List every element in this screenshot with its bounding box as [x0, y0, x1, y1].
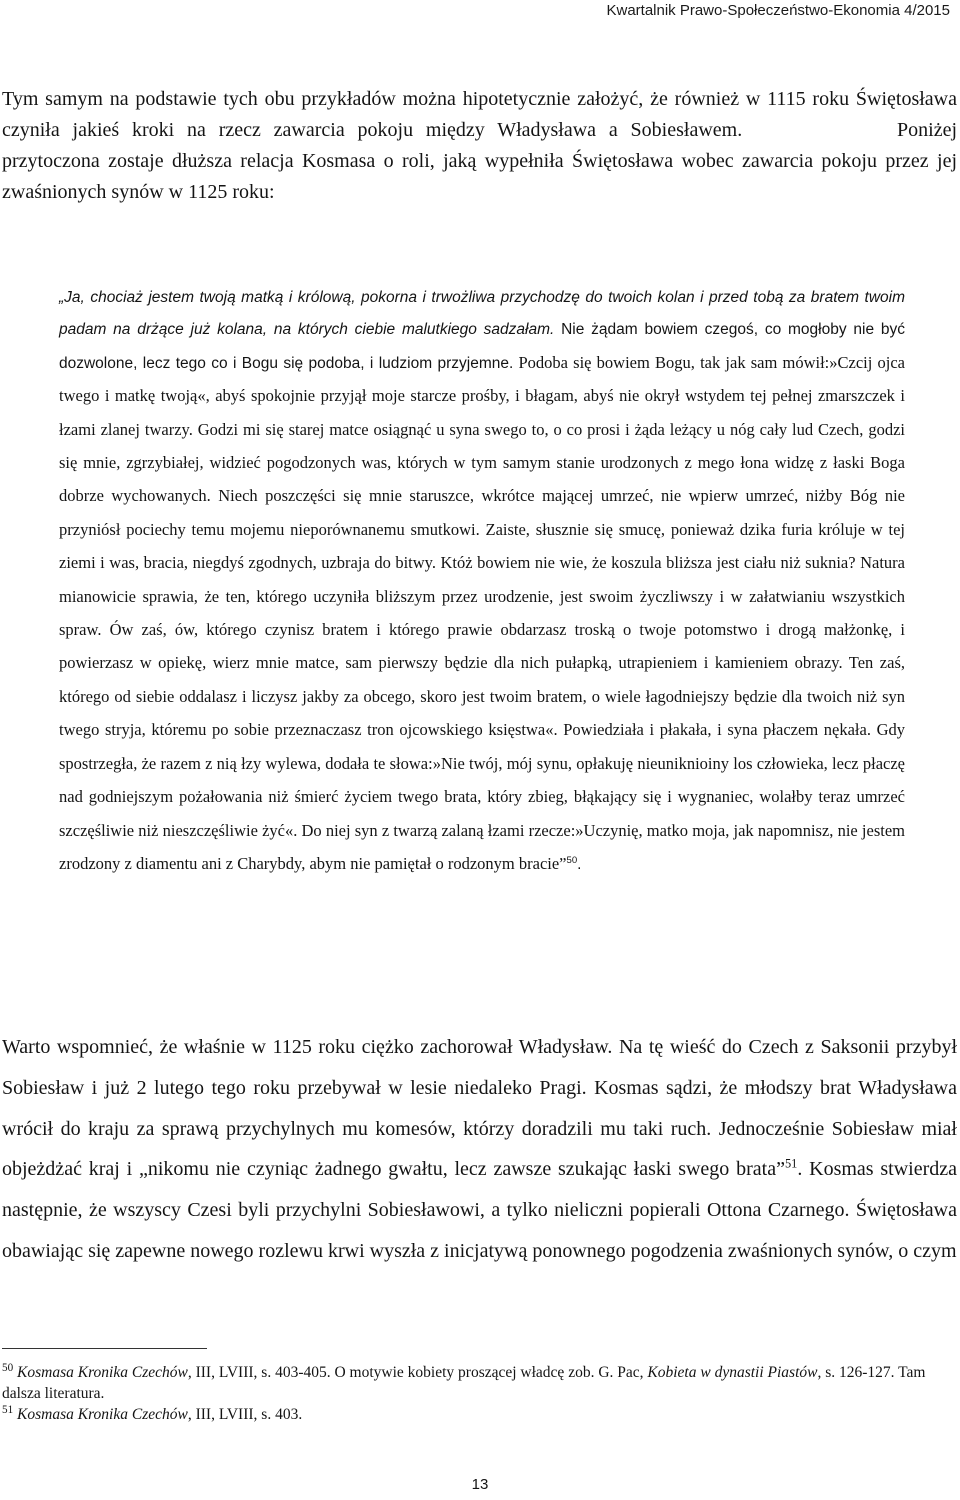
footnote-title: Kosmasa Kronika Czechów — [17, 1406, 188, 1423]
block-quote — [59, 282, 905, 881]
footnote-number: 50 — [2, 1361, 14, 1374]
footnote-ref-51[interactable]: 51 — [784, 1156, 798, 1171]
paragraph-1-text-b: Poniżej przytoczona zostaje dłuższa relacja Kosmasa o roli, jaką wypełniła Świętosława wobec zawarcia pokoju przez jej zwaśnionych synów w 1125 roku: — [2, 119, 958, 203]
footnotes — [2, 1362, 957, 1425]
footnote-separator — [2, 1348, 207, 1349]
body-paragraph-1 — [2, 84, 957, 208]
footnote-title-2: Kobieta w dynastii Piastów — [647, 1364, 818, 1381]
paragraph-2-text-b: . Kosmas stwierdza następnie, że wszyscy Czesi byli przychylni Sobiesławowi, a tylko nieliczni popierali Ottona Czarnego. Świętosława obawiając się zapewne nowego rozlewu krwi wyszła z inicjatywą ponownego pogodzenia zwaśnionych synów, o czym — [2, 1158, 958, 1262]
body-paragraph-2 — [2, 1027, 957, 1272]
footnote-50 — [2, 1362, 957, 1404]
page-number: 13 — [471, 1476, 489, 1493]
paragraph-1-text-a: Tym samym na podstawie tych obu przykładów można hipotetycznie założyć, że również w 1115 roku Świętosława czyniła jakieś kroki na rzecz zawarcia pokoju między Władysława a Sobiesławem. — [2, 88, 957, 141]
quote-part-3: Podoba się bowiem Bogu, tak jak sam mówił:»Czcij ojca twego i matkę twoją«, abyś spokojnie przyjął moje starcze prośby, i błagam, abyś nie okrył wstydem tej pełnej zmarszczek i łzami zlanej twarzy. Godzi mi się starej matce osiągnąć u syna swego to, o co prosi i żąda leżący u nóg cały lud Czech, godzi się mnie, zgrzybiałej, widzieć pogodzonych was, których w tym samym stanie urodzonych z mego łona widzę z łaski Boga dobrze wychowanych. Niech poszczęści się mnie staruszce, wkrótce mającej umrzeć, nie wpierw umrzeć, niżby Bóg nie przyniósł pociechy temu mojemu nieporównanemu smutkowi. Zaiste, słusznie się smucę, ponieważ dzika furia króluje w tej ziemi i was, bracia, niegdyś zgodnych, uzbraja do bitwy. Któż bowiem nie wie, że koszula bliższa jest ciału niż suknia? Natura mianowicie sprawia, że ten, którego uczyniła bliższym przez urodzenie, jest swoim życzliwszy i w załatwianiu wszystkich spraw. Ów zaś, ów, którego czynisz bratem i którego prawie obdarzasz troską o twoje potomstwo i drogą małżonkę, i powierzasz w opiekę, wierz mnie matce, sam pierwszy będzie dla nich pułapką, utrapieniem i kamieniem obrazy. Ten zaś, którego od siebie oddalasz i liczysz jakby za obcego, skoro jest twoim bratem, o wiele łagodniejszy będzie dla twoich niż syn twego stryja, któremu po sobie przeznaczasz tron ojcowskiego księstwa«. Powiedziała i płakała, i syna płaczem nękała. Gdy spostrzegła, że razem z nią łzy wylewa, dodała te słowa:»Nie twój, mój synu, opłakuję nieuniknioiny los człowieka, lecz płaczę nad godniejszym pożałowania niż śmierć życiem twego brata, który zbieg, błąkający się i wygnaniec, wolałby teraz umrzeć szczęśliwie niż nieszczęśliwie żyć«. Do niej syn z twarzą zalaną łzami rzecze:»Uczynię, matko moja, jak napomnisz, nie jestem zrodzony z diamentu ani z Charybdy, abym nie pamiętał o rodzonym bracie” — [59, 352, 905, 873]
footnote-number: 51 — [2, 1403, 14, 1416]
quote-part-1: „Ja, chociaż jestem twoją matką i królową, pokorna i trwożliwa przychodzę do twoich kolan i przed tobą za bratem twoim padam na drżące już kolana, na których ciebie malutkiego sadzałam. — [59, 289, 905, 339]
footnote-title: Kosmasa Kronika Czechów — [17, 1364, 188, 1381]
footnote-ref-text: , III, LVIII, s. 403-405. O motywie kobiety proszącej władcę zob. G. Pac, — [187, 1364, 648, 1381]
journal-header: Kwartalnik Prawo-Społeczeństwo-Ekonomia 4/2015 — [606, 2, 950, 19]
quote-part-2: Nie żądam bowiem czegoś, co mogłoby nie być dozwolone, lecz tego co i Bogu się podoba, i ludziom przyjemne. — [59, 321, 905, 372]
footnote-51 — [2, 1404, 957, 1425]
footnote-ref-text: , III, LVIII, s. 403. — [187, 1406, 303, 1423]
quote-end: . — [577, 855, 582, 873]
footnote-ref-50[interactable]: 50 — [566, 854, 578, 866]
footnote-ref-text-2: , s. 126-127. Tam dalsza literatura. — [2, 1364, 926, 1402]
paragraph-2-text-a: Warto wspomnieć, że właśnie w 1125 roku ciężko zachorował Władysław. Na tę wieść do Czech z Saksonii przybył Sobiesław i już 2 lutego tego roku przebywał w lesie niedaleko Pragi. Kosmas sądzi, że młodszy brat Władysława wrócił do kraju za sprawą przychylnych mu komesów, którzy doradzili mu taki ruch. Jednocześnie Sobiesław miał objeżdżać kraj i „nikomu nie czyniąc żadnego gwałtu, lecz zawsze szukając łaski swego brata” — [2, 1036, 957, 1181]
